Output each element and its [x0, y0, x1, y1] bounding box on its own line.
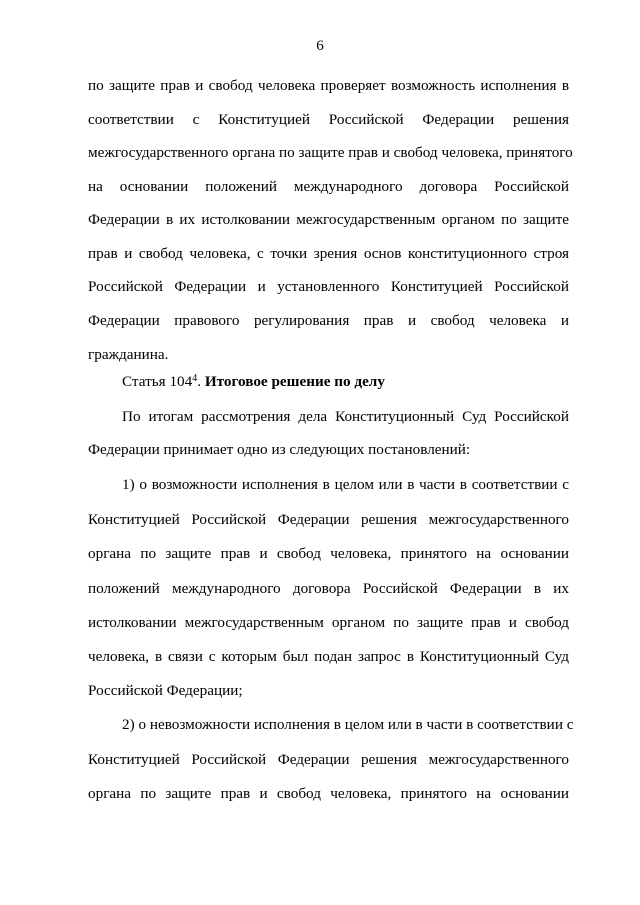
text-line: гражданина. — [88, 346, 169, 363]
list-item-line: органа по защите прав и свобод человека, принятого на основании — [88, 545, 569, 562]
text-line: на основании положений международного договора Российской — [88, 178, 569, 195]
list-item-line: 2) о невозможности исполнения в целом или в части в соответствии с — [122, 716, 574, 733]
article-heading — [122, 373, 569, 391]
text-line: По итогам рассмотрения дела Конституционный Суд Российской — [122, 408, 569, 425]
article-separator: . — [197, 373, 205, 390]
text-line: Федерации правового регулирования прав и свобод человека и — [88, 312, 569, 329]
text-line: Российской Федерации и установленного Конституцией Российской — [88, 278, 569, 295]
list-item-line: органа по защите прав и свобод человека, принятого на основании — [88, 785, 569, 802]
list-item-line: Конституцией Российской Федерации решения межгосударственного — [88, 751, 569, 768]
article-prefix: Статья 104 — [122, 373, 193, 390]
article-superscript: 4 — [192, 373, 198, 384]
list-item-line: человека, в связи с которым был подан запрос в Конституционный Суд — [88, 648, 569, 665]
page-number: 6 — [316, 38, 324, 54]
list-item-line: Конституцией Российской Федерации решения межгосударственного — [88, 511, 569, 528]
list-item-line: Российской Федерации; — [88, 682, 243, 699]
article-title: Итоговое решение по делу — [204, 373, 385, 390]
text-line: Федерации в их истолковании межгосударственным органом по защите — [88, 211, 569, 228]
list-item-line: 1) о возможности исполнения в целом или в части в соответствии с — [122, 476, 569, 493]
list-item-line: истолковании межгосударственным органом по защите прав и свобод — [88, 614, 569, 631]
text-line: межгосударственного органа по защите прав и свобод человека, принятого — [88, 144, 573, 161]
text-line: прав и свобод человека, с точки зрения основ конституционного строя — [88, 245, 569, 262]
text-line: соответствии с Конституцией Российской Федерации решения — [88, 111, 569, 128]
text-line: по защите прав и свобод человека проверяет возможность исполнения в — [88, 77, 569, 94]
text-line: Федерации принимает одно из следующих постановлений: — [88, 441, 471, 458]
list-item-line: положений международного договора Российской Федерации в их — [88, 580, 569, 597]
